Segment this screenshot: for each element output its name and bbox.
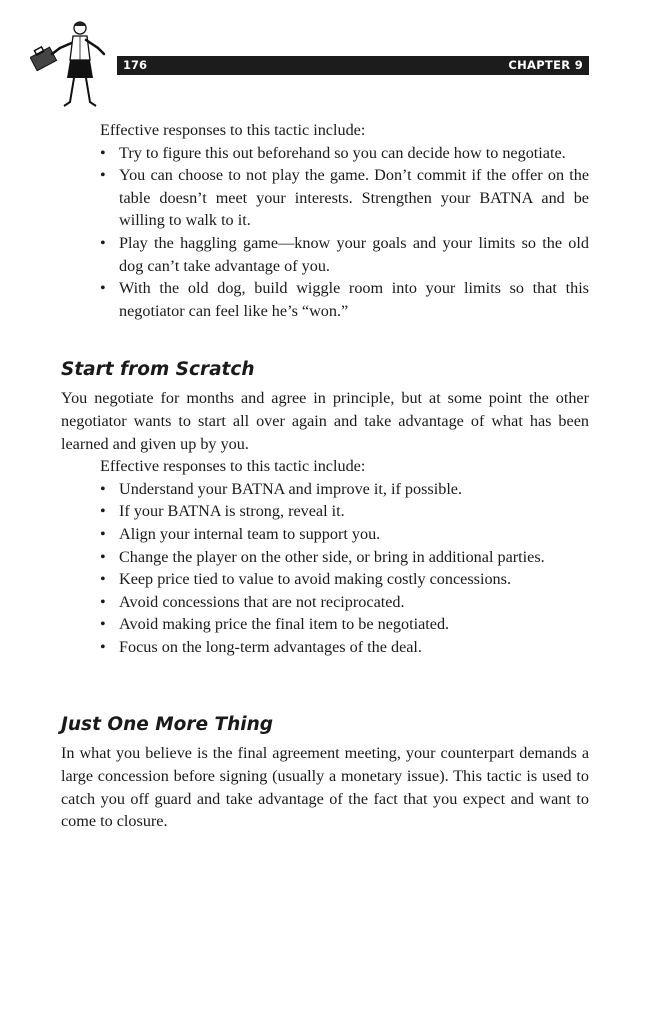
responses-list — [61, 142, 589, 323]
list-item: • Play the haggling game—know your goals and your limits so the old dog can’t take advantage of you. — [100, 233, 589, 275]
responses-intro: Effective responses to this tactic include: — [100, 121, 366, 139]
section-heading-start-from-scratch: Start from Scratch — [61, 359, 255, 381]
bullet-icon: • — [100, 592, 106, 611]
section-paragraph: You negotiate for months and agree in principle, but at some point the other negotiator wants to start all over again and take advantage of what has been learned and given up by you. — [61, 389, 589, 453]
list-item: • Avoid concessions that are not reciprocated. — [61, 591, 589, 614]
list-item: • Avoid making price the final item to be negotiated. — [61, 613, 589, 636]
bullet-icon: • — [100, 637, 106, 656]
list-item: • With the old dog, build wiggle room into your limits so that this negotiator can feel like he’s “won.” — [100, 279, 589, 320]
bullet-icon: • — [100, 233, 106, 252]
bullet-icon: • — [100, 279, 106, 298]
running-header — [117, 56, 589, 75]
list-item: • You can choose to not play the game. Don’t commit if the offer on the table doesn’t meet your interests. Strengthen your BATNA and be willing to walk to it. — [100, 166, 589, 230]
list-item: • Focus on the long-term advantages of the deal. — [61, 636, 589, 659]
businesswoman-with-briefcase-icon — [30, 18, 110, 110]
responses-list — [61, 478, 589, 659]
section-heading-just-one-more-thing: Just One More Thing — [61, 714, 274, 736]
bullet-icon: • — [100, 547, 106, 566]
list-item: • Keep price tied to value to avoid making costly concessions. — [61, 568, 589, 591]
bullet-icon: • — [100, 143, 106, 162]
list-item: • Try to figure this out beforehand so you can decide how to negotiate. — [61, 142, 589, 165]
bullet-icon: • — [100, 524, 106, 543]
page-number: 176 — [123, 58, 148, 72]
chapter-label: CHAPTER 9 — [508, 58, 583, 72]
list-item: • If your BATNA is strong, reveal it. — [61, 500, 589, 523]
bullet-icon: • — [100, 166, 106, 185]
section-paragraph: In what you believe is the final agreement meeting, your counterpart demands a large concession before signing (usually a monetary issue). This tactic is used to catch you off guard and take advantage of the fact that you expect and want to come to closure. — [61, 744, 589, 831]
page-body — [61, 119, 589, 833]
list-item: • Understand your BATNA and improve it, if possible. — [61, 478, 589, 501]
bullet-icon: • — [100, 502, 106, 521]
list-item: • Align your internal team to support you. — [61, 523, 589, 546]
bullet-icon: • — [100, 479, 106, 498]
bullet-icon: • — [100, 615, 106, 634]
responses-intro: Effective responses to this tactic include: — [100, 457, 366, 476]
bullet-icon: • — [100, 570, 106, 589]
list-item: • Change the player on the other side, or bring in additional parties. — [61, 546, 589, 569]
